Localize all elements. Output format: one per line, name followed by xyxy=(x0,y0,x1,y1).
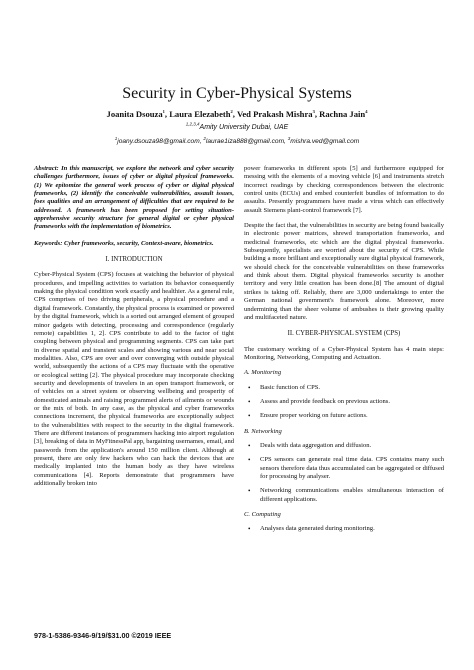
body-paragraph: Despite the fact that, the vulnerabilities in security are being found basically in electronic power matrices, shrewd transportation frameworks, and medicinal frameworks, etc which are the digital physical frameworks. Subsequently, specialists are worried about the security of CPS. While building a more brilliant and exceptionally sure digital physical framework, we should check for the conceivable vulnerabilities on these frameworks and think about them. Digital physical frameworks security is another territory and very little creation has been done.[8] The amount of digital strikes is taking off. Reliably, there are 3,000 undertakings to enter the German national government's framework alone. Moreover, more undermining than the sheer volume of ambushes is their growing quality and multifaceted nature. xyxy=(244,222,444,321)
list-item: • Deals with data aggregation and diffusion. xyxy=(244,442,444,450)
right-column xyxy=(244,165,444,540)
author-name: Rachna Jain xyxy=(319,109,366,119)
email-sup: 1 xyxy=(114,135,118,141)
email-sup: 2 xyxy=(203,135,206,141)
monitoring-list xyxy=(244,384,444,421)
email-address: laurae1iza888@gmail.com, xyxy=(205,138,286,145)
author-sup: 2 xyxy=(230,109,233,115)
networking-list xyxy=(244,442,444,504)
affiliation xyxy=(0,122,474,134)
list-item: • Ensure proper working on future actions. xyxy=(244,412,444,420)
subsection-heading-computing: C. Computing xyxy=(244,511,281,518)
author-name: Ved Prakash Mishra xyxy=(236,109,313,119)
section-heading-cps: II. CYBER-PHYSICAL SYSTEM (CPS) xyxy=(287,330,401,338)
subsection-heading-networking: B. Networking xyxy=(244,427,282,435)
list-item: • Assess and provide feedback on previous actions. xyxy=(244,398,444,406)
author-sup: 3 xyxy=(312,109,315,115)
list-item: • Analyses data generated during monitoring. xyxy=(244,525,444,533)
affiliation-text: Amity University Dubai, UAE xyxy=(199,124,289,131)
left-column xyxy=(34,165,234,488)
affiliation-sup: 1,2,3,4 xyxy=(185,121,200,127)
email-list xyxy=(0,137,474,147)
email-address: joany.dsouza98@gmail.com, xyxy=(117,138,202,145)
list-item: • Networking communications enables simultaneous interaction of different applications. xyxy=(244,487,444,504)
abstract: Abstract: In this manuscript, we explore the network and cyber security challenges furthermore, issues of cyber or digital physical frameworks. (1) We epitomize the general work process of cyber or digital physical frameworks, (2) identify the conceivable vulnerabilities, assault issues, foes qualities and an arrangement of difficulties that are required to be addressed. A framework has been proposed for setting situation- apprehensive security structure for general digital or cyber physical frameworks with the implementation of biometrics. xyxy=(34,165,234,231)
section-heading-introduction: I. INTRODUCTION xyxy=(105,256,163,264)
subsection-heading-monitoring: A. Monitoring xyxy=(244,369,282,377)
paper-title: Security in Cyber-Physical Systems xyxy=(122,85,352,102)
list-item: • CPS sensors can generate real time data. CPS contains many such sensors therefore data thus accumulated can be aggregated or diffused for processing by analyser. xyxy=(244,456,444,481)
email-sup: 3 xyxy=(287,135,291,141)
body-paragraph: power frameworks in different spots [5] and furthermore equipped for messing with the elements of a moving vehicle [6] and instruments stretch incorrect readings by checking correspondences between the electronic control units (ECUs) and embed counterfeit bundles of information to do assaults. Presently programmers have made a virus which can effectively assault Siemens plant-control framework [7]. xyxy=(244,165,444,214)
author-list: Joanita Dsouza$^1$, Laura Elezabeth$^2$, Ved Prakash Mishra$^3$, Rachna Jain$^4$ xyxy=(106,109,368,119)
introduction-paragraph: Cyber-Physical System (CPS) focuses at watching the behavior of physical procedures, and impelling activities to variation its behavior consequently making the physical condition work exactly and healthier. As a general rule, CPS comprises of two driving peripherals, a physical procedure and a digital framework. Constantly, the physical process is examined or powered by the digital framework, which is a sorted out arranged element of grouped minor gadgets with detecting, processing and correspondence (regularly remote) capabilities 1, 2]. CPS contribute to add to the factor of tight coupling between physical and programming segments. CPS can take part in diverse spatial and transient scales and showing various and near social modalities. Also, CPS are over and over converging with outside physical world, subsequently the actions of a CPS may fluctuate with the operative or ecological setting [2]. The physical procedure may incorporate checking security and developments of travelers in an open transport framework, or of vehicles on a street system or observing wellbeing and prosperity of domesticated animals and raising programmed alerts of ailments or wounds or the mix of both. In any case, as the physical and cyber frameworks connections increment, the physical frameworks are exceptionally subject to the vulnerabilities with respect to the security in the digital framework. There are different instances of programmers hacking into airport regulation [3], breaking of data in MyFitnessPal app, bargaining usernames, email, and passwords from the application's around 150 million client. Although at present, there are only few hackers who can hack the devices that are medically implanted into the human body as they have wireless communications [4]. Reports demonstrate that programmers have additionally broken into xyxy=(34,271,234,488)
author-sup: 4 xyxy=(365,109,368,115)
computing-list xyxy=(244,525,444,533)
keywords: Keywords: Cyber frameworks, security, Context-aware, biometrics. xyxy=(34,239,214,247)
email-address: mishra.ved@gmail.com xyxy=(290,138,360,145)
author-sup: 1 xyxy=(162,109,165,115)
copyright-footer: 978-1-5386-9346-9/19/$31.00 ©2019 IEEE xyxy=(34,631,172,640)
list-item: • Basic function of CPS. xyxy=(244,384,444,392)
author-name: Joanita Dsouza xyxy=(106,109,163,119)
author-name: Laura Elezabeth xyxy=(169,109,231,119)
cps-intro-paragraph: The customary working of a Cyber-Physical System has 4 main steps: Monitoring, Networking, Computing and Actuation. xyxy=(244,345,444,361)
